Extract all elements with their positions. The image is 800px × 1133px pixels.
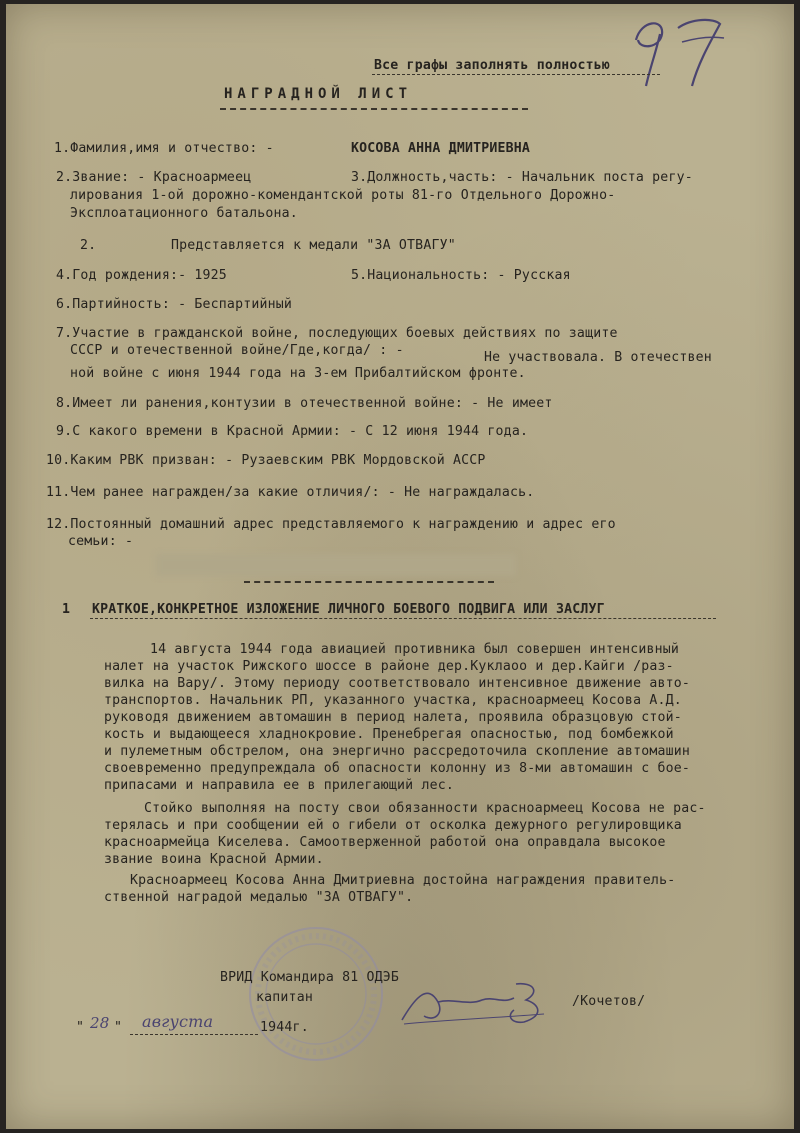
date-day: 28 — [90, 1014, 110, 1032]
date-year: 1944г. — [260, 1020, 309, 1035]
citation-line-12: красноармейца Киселева. Самоотверженной работой она оправдала высокое — [104, 835, 666, 850]
signature-title: ВРИД Командира 81 ОДЭБ — [220, 970, 400, 985]
citation-line-9: припасами и направила ее в прилегающий лес. — [104, 778, 455, 793]
field-3-cont2: Эксплоатационного батальона. — [70, 206, 298, 221]
date-month: августа — [142, 1012, 214, 1031]
field-1-value: КОСОВА АННА ДМИТРИЕВНА — [351, 141, 531, 156]
nomination-num: 2. — [80, 238, 97, 253]
document-title: НАГРАДНОЙ ЛИСТ — [224, 86, 413, 102]
citation-line-5: руководя движением автомашин в период налета, проявила образцовую стой- — [104, 710, 682, 725]
fill-note-underline — [372, 74, 660, 75]
field-6: 6.Партийность: - Беспартийный — [56, 297, 293, 312]
field-7-value: Не участвовала. В отечествен — [484, 350, 712, 365]
title-rule — [220, 108, 528, 110]
handwritten-number-mark — [616, 12, 736, 92]
citation-line-3: вилка на Вару/. Этому периоду соответствовало интенсивное движение авто- — [104, 676, 691, 691]
section-heading-underline — [90, 618, 716, 619]
citation-line-13: звание воина Красной Армии. — [104, 852, 324, 867]
citation-line-6: кость и выдающееся хладнокровие. Пренебрегая опасностью, под бомбежкой — [104, 727, 674, 742]
date-quote-close: " — [114, 1020, 123, 1035]
citation-line-11: терялась и при сообщении ей о гибели от осколка дежурного регулировщика — [104, 818, 682, 833]
section-heading: КРАТКОЕ,КОНКРЕТНОЕ ИЗЛОЖЕНИЕ ЛИЧНОГО БОЕВОГО ПОДВИГА ИЛИ ЗАСЛУГ — [92, 602, 605, 617]
fill-note: Все графы заполнять полностью — [374, 58, 611, 73]
field-4: 4.Год рождения:- 1925 — [56, 268, 227, 283]
field-1-label: 1.Фамилия,имя и отчество: - — [54, 141, 274, 156]
citation-line-10: Стойко выполняя на посту свои обязанности красноармеец Косова не рас- — [144, 801, 706, 816]
field-12-cont: семьи: - — [68, 534, 134, 549]
field-3: 3.Должность,часть: - Начальник поста регу- — [351, 170, 693, 185]
field-8: 8.Имеет ли ранения,контузии в отечественной войне: - Не имеет — [56, 396, 553, 411]
field-2: 2.Звание: - Красноармеец — [56, 170, 252, 185]
citation-line-2: налет на участок Рижского шоссе в районе дер.Куклаоо и дер.Кайги /раз- — [104, 659, 674, 674]
field-10: 10.Каким РВК призван: - Рузаевским РВК Мордовской АССР — [46, 453, 486, 468]
field-7: 7.Участие в гражданской войне, последующих боевых действиях по защите — [56, 326, 618, 341]
field-12: 12.Постоянный домашний адрес представляемого к награждению и адрес его — [46, 517, 616, 532]
field-9: 9.С какого времени в Красной Армии: - С 12 июня 1944 года. — [56, 424, 529, 439]
field-7-cont1: СССР и отечественной войне/Где,когда/ : - — [70, 343, 404, 358]
citation-line-15: ственной наградой медалью "ЗА ОТВАГУ". — [104, 890, 414, 905]
nomination: Представляется к медали "ЗА ОТВАГУ" — [171, 238, 456, 253]
field-5: 5.Национальность: - Русская — [351, 268, 571, 283]
field-7-cont2: ной войне с июня 1944 года на 3-ем Прибалтийском фронте. — [70, 366, 526, 381]
date-underline — [130, 1034, 258, 1035]
handwritten-number — [646, 34, 648, 49]
citation-line-8: своевременно предупреждала об опасности колонну из 8-ми автомашин с бое- — [104, 761, 691, 776]
citation-line-14: Красноармеец Косова Анна Дмитриевна достойна награждения правитель- — [130, 873, 676, 888]
section-rule — [244, 581, 494, 583]
field-3-cont1: лирования 1-ой дорожно-комендантской роты 81-го Отдельного Дорожно- — [70, 188, 616, 203]
date-quote-open: " — [76, 1020, 85, 1035]
citation-line-4: транспортов. Начальник РП, указанного участка, красноармеец Косова А.Д. — [104, 693, 682, 708]
field-11: 11.Чем ранее награжден/за какие отличия/: - Не награждалась. — [46, 485, 535, 500]
award-sheet — [6, 4, 794, 1129]
citation-line-7: и пулеметным обстрелом, она энергично рассредоточила скопление автомашин — [104, 744, 691, 759]
signatory-name: /Кочетов/ — [572, 994, 646, 1009]
section-number: 1 — [62, 602, 71, 617]
signature-rank: капитан — [256, 990, 313, 1005]
citation-line-1: 14 августа 1944 года авиацией противника был совершен интенсивный — [150, 642, 680, 657]
handwritten-signature — [394, 976, 554, 1032]
redacted-address — [156, 554, 516, 576]
